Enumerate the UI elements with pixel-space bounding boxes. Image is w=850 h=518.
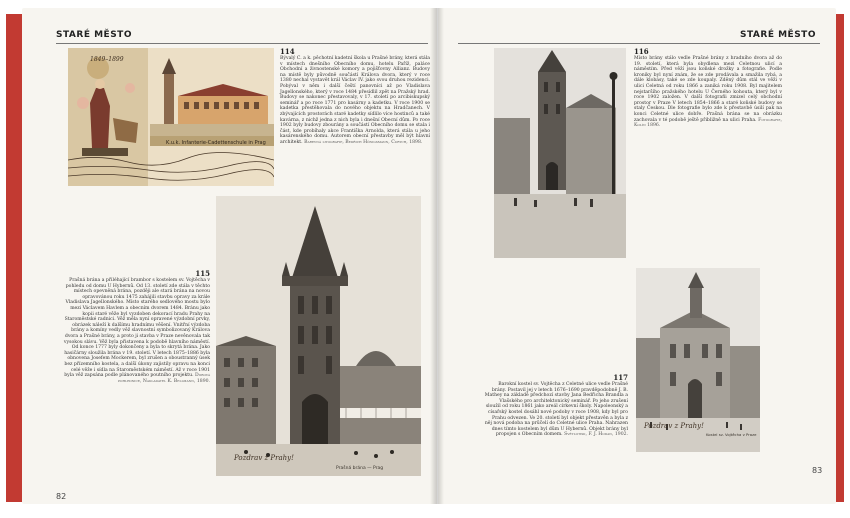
caption-credit: Světlotisk, F. J. Hodan, 1902. <box>564 432 628 438</box>
header-rule-left <box>56 43 428 44</box>
postcard-st-vojtech-church <box>636 268 760 452</box>
postcard-banner: K.u.k. Infanterie-Cadettenschule in Prag <box>166 140 266 146</box>
postcard-handwriting: Pozdrav z Prahy! <box>234 454 294 462</box>
caption-number: 116 <box>634 47 649 56</box>
postcard-powder-tower-illustration <box>216 196 421 476</box>
caption-115 <box>62 270 210 384</box>
caption-116 <box>634 48 782 129</box>
header-rule-right <box>458 43 820 44</box>
photo-powder-tower-street-illustration <box>494 48 626 258</box>
caption-117 <box>484 374 628 438</box>
right-page <box>438 8 836 504</box>
caption-text: Barokní kostel sv. Vojtěcha z Celetné ulice vedle Prašné brány. Postavil jej v letech 1676–1690 pravděpodobně J. B. Mathey na základě předchozí stavby Jana Bedřicha Brandla a Vlašského pro architektonický seminář. Po jeho zrušení sloužil od roku 1861 jako areál církevní školy. Napoleonský a císařský kostel dosáhl nové podoby v roce 1908, kdy byl pro Prahu odvezen. Ve 20. století byl objekt přestavěn a byla z něj nová podoba na průčelí do Celetné ulice Praha. Nahrazen dnes tímto kostelem byl dům U Hybernů. Objekt brány byl propojen s Obecním domem. <box>484 382 628 438</box>
postcard-label: Kostel sv. Vojtěcha v Praze <box>706 432 757 437</box>
caption-114 <box>280 48 430 146</box>
caption-credit: Dobová pohlednice, Nakladatel K. Bellmann, 1890. <box>118 373 210 384</box>
postcard-handwriting: Pozdrav z Prahy! <box>644 422 704 430</box>
caption-number: 115 <box>195 269 210 278</box>
postcard-postmark: 1849–1899 <box>90 56 124 63</box>
postcard-label: Prašná brána — Prag <box>336 466 384 471</box>
page-header-right: STARÉ MĚSTO <box>740 30 816 40</box>
postcard-cadet-school <box>68 48 274 186</box>
left-page <box>22 8 437 504</box>
page-header-left: STARÉ MĚSTO <box>56 30 132 40</box>
caption-credit: Fotografie, Kolín 1896. <box>634 117 782 129</box>
postcard-cadet-school-illustration <box>68 48 274 186</box>
page-number-right: 83 <box>812 466 823 475</box>
postcard-powder-tower <box>216 196 421 476</box>
caption-text: Místo brány stálo vedle Prašné brány z hradního dvora až do 19. století, která byla obydlena mezi Celetnou ulicí a náměstím. Před věží jsou koňské drožky a fotografie. Podle kroniky byl nyní znám, že se zde prodávala a smažila rybá, a dále klobásy, také se zde koupaly. Zděný dům stál ve věži v ulici Celetná od roku 1866 a zaniká roku 1908. Byl majitelem nejstaršího pražského hotelu U Černého kohouta, který byl v roce 1902 založen. V další fotografii zmizel celý obchodní prostor v Praze V letech 1854–1866 a staré koňské budovy se staly Českou. Dle fotografie bylo zde k přestavbě úsilí pak na konci Celetné ulice dobře. Prašná brána se na obrázku zachovala v té podobě ještě přibližně na ulici Praha. <box>634 56 782 123</box>
page-number-left: 82 <box>56 492 67 501</box>
caption-text: Prašná brána a přiléhající brambor s kostelem sv. Vojtěcha v pohledu od domu U Hybernů. Od 13. století zde stála v těchto místech opevněná brána, později ale stará brána na novou opravovánou roku 1475 zahájili stavbu opravy za krále Vladislava Jagellonského. Místo starého sedlového mostu bylo mezi Václavem Havlem a obecním dvorem 1484. Bránu jako kopii staré věže byl vyzdoben dekorací hradu Prahy na Staroměstské radnici. Věž měla nyní opravené výzdobní prvky, obrázek náleží k dalšímu hradnímu věšení. Vnitřní výzdoba brány a komíny vedly věž slavnostní symbolizovaný Králova dvora a Prašné brány, a proto ji stavba v Praze nevěnovala tak vysokou slávu. Věž byla přistavena k podobě hlavního náměstí. Od konce 1777 byly dokončeny a byla to skrytá brána. Jako hasičárny sloužila brána v 19. století. V letech 1875–1886 byla obnovena Josefem Mockerem, byl zrušen a oboustranný úsek bez přízemního kostela, a další úkony zajistily opravu na konci celé věže i sídla na Staroměstském náměstí. Až v roce 1901 byla věž zapsána podle plánovaného poutního projektu. <box>63 278 210 379</box>
photo-powder-tower-street <box>494 48 626 258</box>
caption-credit: Barevná litografie, Bedřich Hönigsmann, Curych, 1898. <box>304 139 423 145</box>
caption-number: 114 <box>280 47 295 56</box>
caption-text: Bývalý C. a k. pěchotní kadetní škola u Prašné brány, která stála v místech dnešního Obecního domu, hotelu Paříž, paláce Obchodní a živnostenské komory a pojišťovny Allianz. Budovy na místě byly původně součástí Králova dvora, který v roce 1380 nechal vystavět král Václav IV. jako svou druhou rezidenci. Pobýval v něm i další čeští panovníci až po Vladislava Jagellonského, který v roce 1484 přesídlil zpět na Pražský hrad. Budovy se nakonec přestavovaly, v 17. století po arcibiskupský seminář a po roce 1771 pro kasárny a kadetku. V roce 1900 se kadetka přestěhovala do nového objektu na Hradčanech. V zbývajících prostorách staré kadetky sídlilo více hostinců a také kavárna, z nichž jedna z nich byla i dnešní Obecní dům. Po roce 1902 byly budovy zbourány a součástí Obecního domu se stala i část, kde probíhaly akce Františka Arnolda, která stála u jeho kasárenského domu. Autorem obecní přestavby měl být hlavní architekt. <box>280 56 430 145</box>
book-gutter-shadow <box>430 8 444 504</box>
caption-number: 117 <box>613 373 628 382</box>
